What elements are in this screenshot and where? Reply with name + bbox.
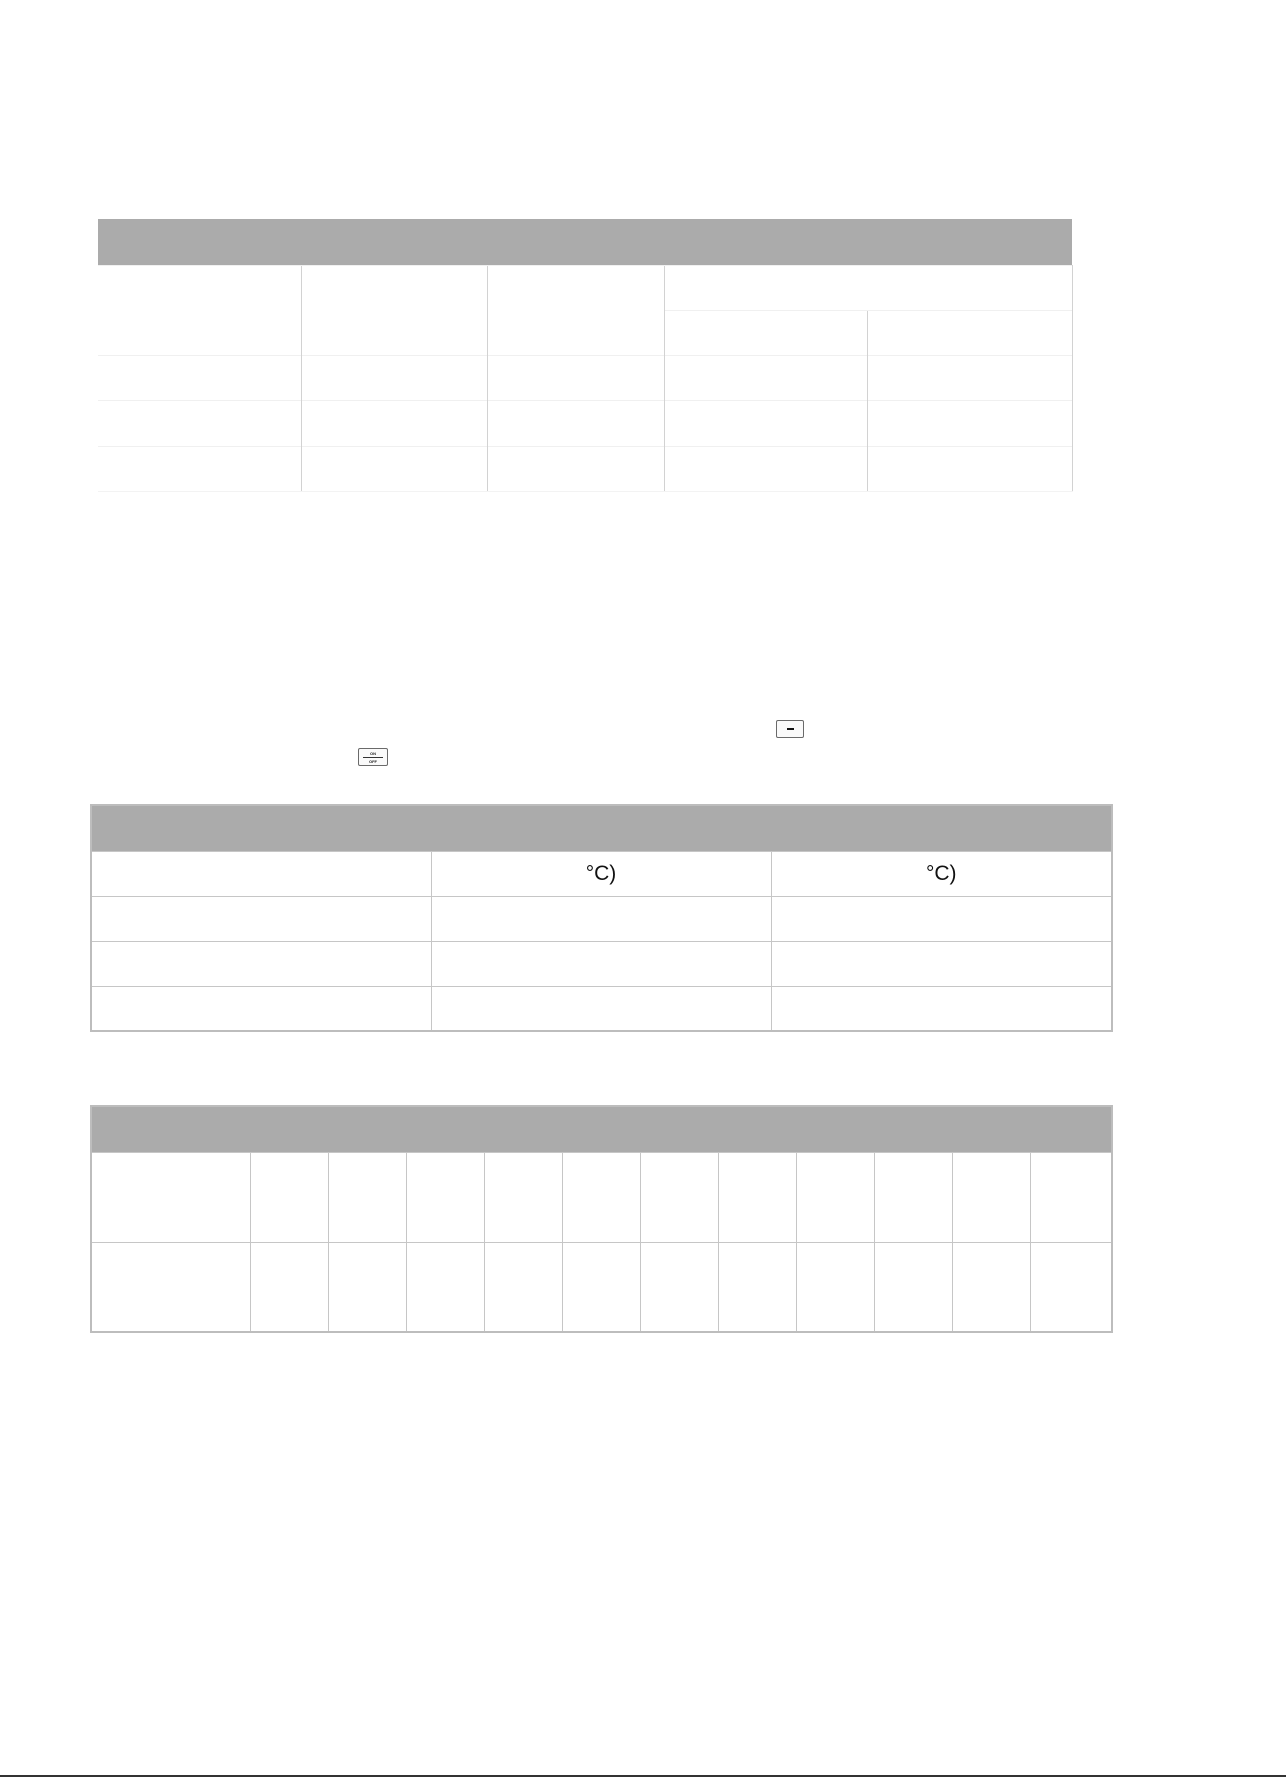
table-3-cell [250, 1152, 328, 1242]
table-1-cell [487, 355, 664, 400]
table-1-row [98, 446, 1072, 491]
table-3-cell [796, 1152, 874, 1242]
table-3-cell [484, 1242, 562, 1332]
table-3-cell [952, 1242, 1030, 1332]
table-1-header-cell [98, 219, 1072, 265]
table-1-cell [664, 400, 867, 446]
table-2-header-bar [91, 805, 1112, 851]
table-1-cell [301, 265, 487, 355]
table-1-cell [867, 355, 1072, 400]
table-3-cell [640, 1152, 718, 1242]
table-1-cell [301, 355, 487, 400]
table-2-cell [91, 896, 431, 941]
on-off-divider [363, 757, 383, 758]
table-3-cell [562, 1152, 640, 1242]
table-3-header-cell [91, 1106, 1112, 1152]
table-2-cell [431, 896, 771, 941]
temperature-unit-label: °C) [585, 861, 617, 885]
table-1-cell [98, 446, 301, 491]
table-1-cell [301, 400, 487, 446]
table-3-cell [484, 1152, 562, 1242]
temperature-unit-label: °C) [925, 861, 957, 885]
table-3-cell [328, 1242, 406, 1332]
table-3-cell [952, 1152, 1030, 1242]
table-1-cell [867, 446, 1072, 491]
table-2-header-cell [91, 805, 1112, 851]
table-1-row [98, 400, 1072, 446]
table-3-cell [91, 1152, 250, 1242]
table-1-cell [98, 355, 301, 400]
table-1-cell [867, 310, 1072, 355]
table-3-cell [796, 1242, 874, 1332]
table-1-header-bar [98, 219, 1072, 265]
table-2-unit-row [91, 851, 1112, 896]
table-2-cell [771, 896, 1112, 941]
table-3-cell [1030, 1152, 1112, 1242]
table-1-row [98, 355, 1072, 400]
table-2-cell [91, 986, 431, 1031]
table-3-cell [874, 1152, 952, 1242]
table-2-cell [771, 986, 1112, 1031]
table-1-cell [487, 400, 664, 446]
table-2-cell [431, 941, 771, 986]
table-2-cell [431, 986, 771, 1031]
table-2-row [91, 986, 1112, 1031]
table-2-row [91, 896, 1112, 941]
table-3-cell [718, 1242, 796, 1332]
table-1-cell [98, 400, 301, 446]
table-3-cell [91, 1242, 250, 1332]
table-3-header-bar [91, 1106, 1112, 1152]
table-3-cell [328, 1152, 406, 1242]
table-3-cell [640, 1242, 718, 1332]
off-label: OFF [369, 759, 377, 764]
table-2-cell [771, 941, 1112, 986]
table-3-cell [406, 1242, 484, 1332]
table-1-cell [664, 355, 867, 400]
on-label: ON [370, 751, 376, 756]
table-1-group-header-cell [664, 265, 1072, 310]
table-1-cell [301, 446, 487, 491]
on-off-button-icon [358, 748, 388, 766]
table-3-row [91, 1152, 1112, 1242]
table-2-unit-cell [431, 851, 771, 896]
table-1 [98, 219, 1073, 492]
table-3-cell [406, 1152, 484, 1242]
table-1-cell [487, 265, 664, 355]
table-3-cell [874, 1242, 952, 1332]
table-1-cell [487, 446, 664, 491]
table-1-cell [867, 400, 1072, 446]
table-2-row [91, 941, 1112, 986]
table-1-row [98, 265, 1072, 310]
table-3-row [91, 1242, 1112, 1332]
table-1-cell [98, 265, 301, 355]
table-3-cell [1030, 1242, 1112, 1332]
table-1-cell [664, 310, 867, 355]
minus-button-icon [776, 720, 804, 738]
table-2-cell [91, 851, 431, 896]
table-3-cell [562, 1242, 640, 1332]
minus-glyph [787, 728, 794, 730]
table-2-unit-cell [771, 851, 1112, 896]
table-2-cell [91, 941, 431, 986]
table-3-cell [718, 1152, 796, 1242]
page-bottom-rule [0, 1775, 1286, 1777]
table-3 [90, 1105, 1113, 1333]
table-3-cell [250, 1242, 328, 1332]
table-1-cell [664, 446, 867, 491]
table-2 [90, 804, 1113, 1032]
